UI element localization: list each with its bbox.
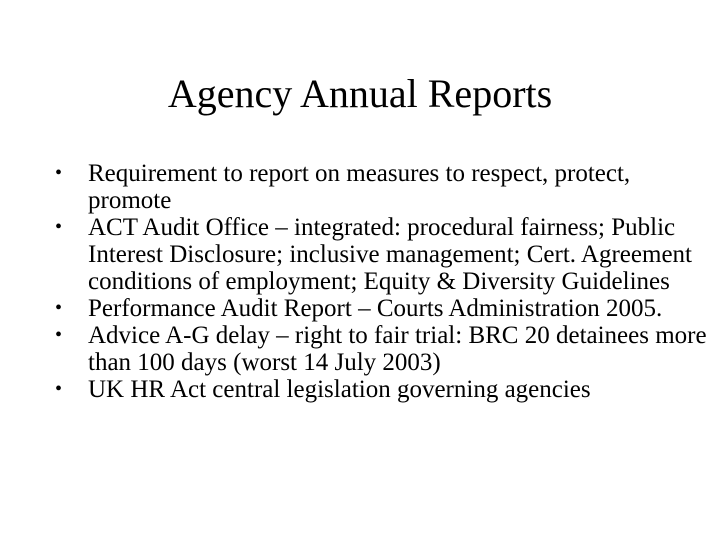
bullet-list	[55, 160, 715, 403]
bullet-icon: •	[55, 162, 63, 184]
bullet-item-4	[55, 322, 715, 376]
bullet-text-3: Performance Audit Report – Courts Administration 2005.	[88, 295, 663, 322]
slide-title: Agency Annual Reports	[167, 71, 553, 116]
bullet-item-2	[55, 214, 715, 295]
bullet-icon: •	[55, 378, 63, 400]
bullet-item-3	[55, 295, 715, 322]
bullet-icon: •	[55, 216, 63, 238]
bullet-text-4: Advice A-G delay – right to fair trial: BRC 20 detainees more than 100 days (worst 14 July 2003)	[88, 322, 707, 376]
bullet-item-5	[55, 376, 715, 403]
bullet-item-1	[55, 160, 715, 214]
bullet-icon: •	[55, 324, 63, 346]
bullet-icon: •	[55, 297, 63, 319]
bullet-text-1: Requirement to report on measures to respect, protect, promote	[88, 160, 631, 214]
bullet-text-2: ACT Audit Office – integrated: procedural fairness; Public Interest Disclosure; inclusive management; Cert. Agreement conditions of employment; Equity & Diversity Guidelines	[88, 214, 692, 295]
bullet-text-5: UK HR Act central legislation governing agencies	[88, 376, 591, 403]
